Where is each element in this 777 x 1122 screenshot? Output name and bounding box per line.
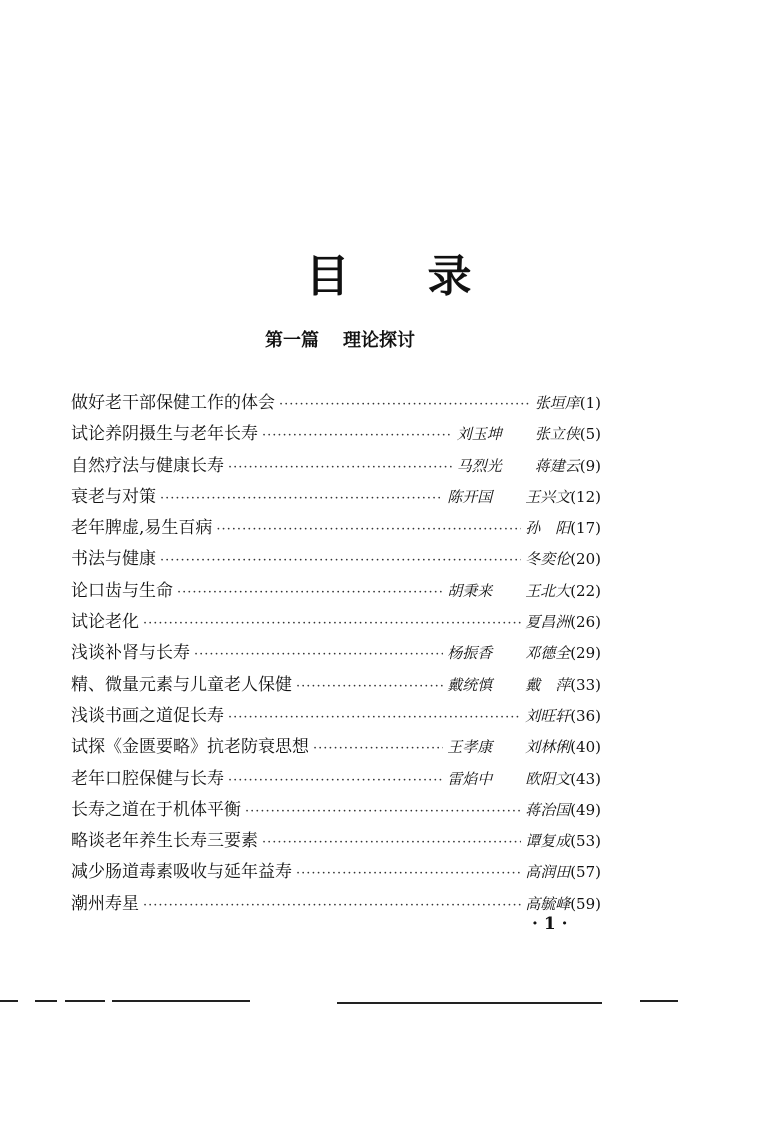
toc-entry-author: 戴 萍 [525,675,571,694]
toc-entry-page: (17) [570,519,601,538]
toc-entry-author: 刘林俐 [525,738,571,757]
toc-entry-author: 马烈光 [456,456,502,475]
scan-artifact-line [337,1002,602,1004]
toc-dot-leader [313,741,443,756]
toc-entry-author: 杨振香 [447,644,493,663]
toc-entry-page: (59) [570,894,601,913]
toc-entry-page: (49) [570,800,601,819]
page-number: · 1 · [532,914,568,934]
toc-entry-title: 长寿之道在于机体平衡 [71,799,241,820]
toc-entry-author: 欧阳文 [525,769,571,788]
toc-entry [71,638,601,669]
toc-entry-author: 雷焰中 [447,769,493,788]
toc-entry-title: 减少肠道毒素吸收与延年益寿 [71,862,292,883]
toc-entry [71,419,601,450]
toc-entry [71,701,601,732]
scan-artifact-line [65,1000,105,1002]
toc-entry-page: (43) [570,769,601,788]
toc-entry-author: 高润田 [525,863,571,882]
toc-entry-page: (33) [570,675,601,694]
scan-artifact-line [112,1000,250,1002]
toc-entry-page: (22) [570,581,601,600]
title-char-left: 目 [305,251,350,302]
toc-entry-author: 张垣庠 [534,394,580,412]
toc-entry-title: 试论老化 [71,612,139,633]
toc-entry-title: 论口齿与生命 [71,580,173,601]
toc-entry-title: 老年脾虚,易生百病 [71,518,213,539]
toc-entry-author: 冬奕伦 [525,550,571,569]
toc-entry [71,826,601,857]
scan-artifact-line [35,1000,57,1002]
toc-entry [71,513,601,544]
toc-entry-author: 王北大 [525,581,571,600]
toc-entry-title: 浅谈书画之道促长寿 [71,705,224,726]
toc-entry-title: 自然疗法与健康长寿 [71,455,224,476]
toc-entry [71,670,601,701]
toc-entry-title: 试探《金匮要略》抗老防衰思想 [71,737,309,758]
section-part: 第一篇 [265,330,319,351]
toc-entry [71,451,601,482]
toc-entry-author: 蒋建云 [534,456,580,475]
scan-artifact-line [640,1000,678,1002]
toc-entry [71,764,601,795]
toc-entry [71,482,601,513]
page-title [0,240,777,304]
toc-entry-page: (53) [570,832,601,851]
toc-entry [71,388,601,419]
scan-artifact-line [0,1000,18,1002]
toc-entry-author: 谭复成 [525,832,571,851]
toc-dot-leader [279,397,531,412]
toc-entry-author: 邓德全 [525,644,571,663]
toc-dot-leader [160,491,443,506]
toc-entry-page: (9) [579,456,601,475]
toc-entry-author: 张立侠 [534,425,580,444]
toc-entry-title: 略谈老年养生长寿三要素 [71,831,258,852]
toc-entry-author: 高毓峰 [525,894,571,913]
toc-entry-title: 浅谈补肾与长寿 [71,643,190,664]
toc-dot-leader [296,866,521,881]
toc-dot-leader [262,835,521,850]
toc-dot-leader [262,428,453,443]
toc-entry-title: 潮州寿星 [71,893,139,914]
toc-dot-leader [228,460,453,475]
toc-entry [71,857,601,888]
toc-dot-leader [177,585,443,600]
toc-entry-title: 做好老干部保健工作的体会 [71,393,275,413]
toc-entry-author: 孙 阳 [525,519,571,538]
toc-entry-page: (12) [570,487,601,506]
toc-entry-title: 精、微量元素与儿童老人保健 [71,674,292,695]
toc-entry-author: 戴统慎 [447,675,493,694]
toc-entry-page: (29) [570,644,601,663]
toc-entry [71,576,601,607]
toc-entry-title: 书法与健康 [71,549,156,570]
toc-entry-page: (40) [570,738,601,757]
toc-dot-leader [228,710,521,725]
toc-entry-title: 老年口腔保健与长寿 [71,768,224,789]
toc-entry-author: 刘旺轩 [525,706,571,725]
section-heading [0,326,680,352]
toc-entry-page: (36) [570,706,601,725]
toc-entry-author: 王孝康 [447,738,493,757]
toc-entry-author: 王兴文 [525,487,571,506]
toc-dot-leader [216,522,521,537]
toc-dot-leader [143,616,521,631]
toc-entry [71,607,601,638]
toc-dot-leader [228,773,443,788]
toc-entry-author: 陈开国 [447,487,493,506]
toc-dot-leader [296,679,443,694]
toc-entry-title: 试论养阴摄生与老年长寿 [71,424,258,445]
toc-dot-leader [245,804,521,819]
table-of-contents [71,388,601,920]
section-name: 理论探讨 [343,330,415,351]
toc-entry-author: 夏昌洲 [525,613,571,632]
toc-dot-leader [143,898,521,913]
toc-entry-page: (5) [579,425,601,444]
toc-entry-page: (26) [570,613,601,632]
toc-entry [71,544,601,575]
toc-entry-title: 衰老与对策 [71,486,156,507]
toc-dot-leader [194,647,443,662]
toc-entry-page: (20) [570,550,601,569]
toc-dot-leader [160,553,521,568]
toc-entry-author: 胡秉来 [447,581,493,600]
title-char-right: 录 [427,251,472,302]
toc-entry-author: 蒋治国 [525,800,571,819]
toc-entry-page: (57) [570,863,601,882]
toc-entry [71,795,601,826]
toc-entry [71,732,601,763]
toc-entry-author: 刘玉坤 [456,425,502,444]
toc-entry [71,889,601,920]
toc-entry-page: (1) [579,394,601,412]
